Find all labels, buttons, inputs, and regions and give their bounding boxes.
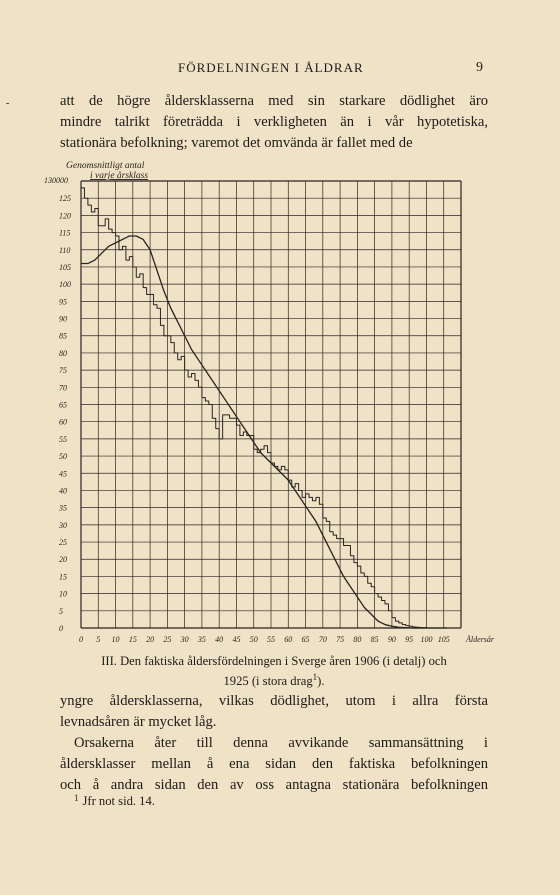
y-tick-label: 20 <box>59 555 67 565</box>
x-tick-label: 70 <box>318 635 327 644</box>
figure-caption <box>60 653 488 689</box>
text-line: Orsakerna åter till denna avvikande sammansättning i <box>74 735 488 751</box>
x-tick-label: 95 <box>405 635 414 644</box>
x-tick-label: 0 <box>79 635 83 644</box>
y-tick-label: 80 <box>59 348 67 358</box>
caption-end: ). <box>317 674 325 689</box>
y-tick-label: 15 <box>59 572 67 582</box>
footnote-reference: 1 <box>312 672 318 682</box>
running-title: FÖRDELNINGEN I ÅLDRAR <box>178 60 364 75</box>
text-line: levnadsåren är mycket låg. <box>60 714 217 730</box>
x-tick-label: 65 <box>301 635 310 644</box>
y-tick-label: 115 <box>59 228 71 238</box>
y-tick-label: 45 <box>59 469 67 479</box>
x-tick-label: 60 <box>284 635 293 644</box>
x-tick-label: 105 <box>437 635 450 644</box>
x-tick-label: 50 <box>249 635 258 644</box>
x-tick-label: 80 <box>353 635 362 644</box>
text-line: mindre talrikt företrädda i verkligheten än i vår hypotetiska, <box>60 114 488 130</box>
footnote-text: Jfr not sid. 14. <box>82 794 155 808</box>
y-tick-label: 65 <box>59 400 67 410</box>
paragraph-before-figure <box>60 91 488 154</box>
paragraph-after-figure <box>60 691 488 733</box>
x-tick-label: 55 <box>267 635 275 644</box>
x-tick-label: 40 <box>215 635 224 644</box>
y-tick-label: 30 <box>59 520 67 530</box>
paragraph-reasons <box>60 733 488 796</box>
age-distribution-figure <box>44 155 494 650</box>
x-tick-label: 90 <box>387 635 396 644</box>
caption-line: III. Den faktiska åldersfördelningen i Sverge åren 1906 (i detalj) och <box>101 654 447 668</box>
x-tick-label: 45 <box>232 635 241 644</box>
y-tick-label: 40 <box>59 486 67 496</box>
y-tick-label: 5 <box>59 606 63 616</box>
x-tick-label: 10 <box>111 635 120 644</box>
x-tick-label: 30 <box>180 635 189 644</box>
y-tick-label: 110 <box>59 245 71 255</box>
x-tick-label: 20 <box>146 635 155 644</box>
x-tick-label: 5 <box>96 635 101 644</box>
y-tick-label: 10 <box>59 589 67 599</box>
y-tick-label: 55 <box>59 434 67 444</box>
caption-line-2 <box>60 669 488 689</box>
y-axis-title: Genomsnittligt antal <box>66 161 145 171</box>
y-tick-label: 120 <box>59 211 71 221</box>
x-tick-label: 100 <box>420 635 433 644</box>
y-tick-label: 75 <box>59 366 67 376</box>
page-number: 9 <box>476 60 483 75</box>
y-tick-label: 95 <box>59 297 67 307</box>
x-tick-label: 85 <box>370 635 379 644</box>
age-distribution-chart <box>44 155 494 650</box>
y-tick-label: 125 <box>59 194 71 204</box>
x-tick-label: 75 <box>336 635 345 644</box>
text-line: yngre åldersklasserna, vilkas dödlighet, utom i allra första <box>60 693 488 709</box>
y-axis-subtitle: i varje årsklass <box>90 171 149 181</box>
text-line: att de högre åldersklasserna med sin starkare dödlighet äro <box>60 93 488 109</box>
y-tick-label: 100 <box>59 280 71 290</box>
y-tick-label: 0 <box>59 624 63 633</box>
x-tick-label: 15 <box>128 635 137 644</box>
y-tick-label: 90 <box>59 314 67 324</box>
page-header <box>0 60 560 80</box>
y-top-label: 130000 <box>44 176 68 185</box>
y-tick-label: 60 <box>59 417 67 427</box>
text-line: stationära befolkning; varemot det omvända är fallet med de <box>60 135 413 151</box>
text-line: och å andra sidan den av oss antagna stationära befolkningen <box>60 777 488 793</box>
y-tick-label: 25 <box>59 538 67 548</box>
y-tick-label: 105 <box>59 262 71 272</box>
y-tick-label: 70 <box>59 383 67 393</box>
y-tick-label: 85 <box>59 331 67 341</box>
y-tick-label: 35 <box>59 503 67 513</box>
footnote <box>74 793 155 809</box>
text-line: åldersklasser mellan å ena sidan den faktiska befolkningen <box>60 756 488 772</box>
margin-mark: - <box>6 98 10 109</box>
y-tick-label: 50 <box>59 452 67 462</box>
x-tick-label: 25 <box>163 635 172 644</box>
x-tick-label: 35 <box>197 635 206 644</box>
x-axis-unit-label: Åldersår <box>466 635 494 644</box>
caption-text: 1925 (i stora drag <box>223 674 313 689</box>
footnote-marker: 1 <box>74 793 79 803</box>
